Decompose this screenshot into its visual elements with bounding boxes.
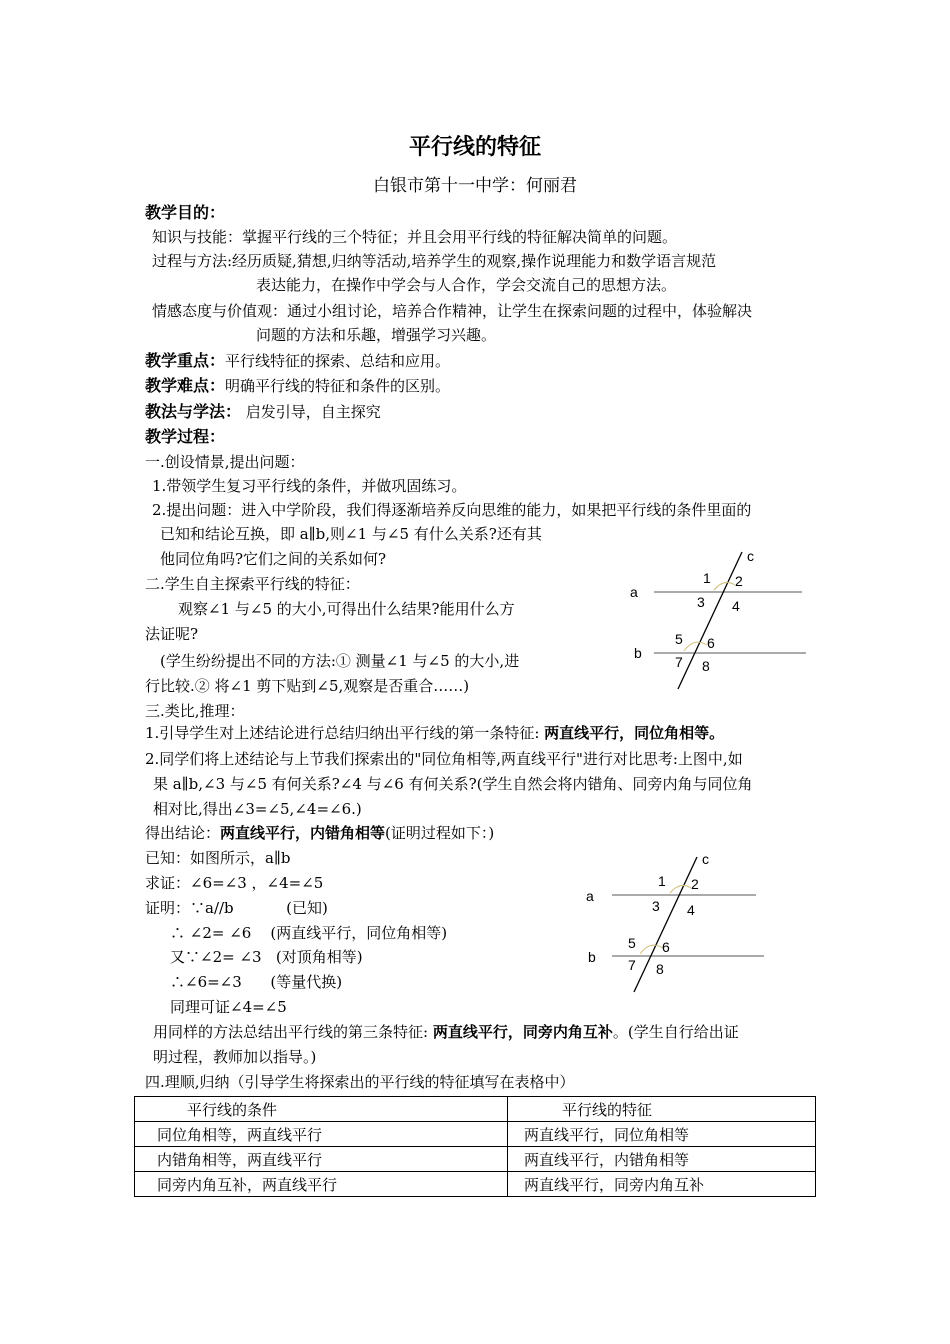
label-b: b <box>634 645 642 661</box>
method-line <box>145 401 381 423</box>
proof-step-3: 又∵∠2= ∠3 (对顶角相等) <box>170 948 363 966</box>
key-point-line <box>145 350 450 372</box>
key-point-text: 平行线特征的探索、总结和应用。 <box>225 352 451 370</box>
third-property-line <box>153 1021 739 1043</box>
angle-label-4: 4 <box>732 598 740 614</box>
angle-arc <box>640 945 663 954</box>
angle-label-1: 1 <box>658 873 666 889</box>
document-title: 平行线的特征 <box>408 135 541 160</box>
angle-label-8: 8 <box>656 961 664 977</box>
table-cell: 两直线平行，内错角相等 <box>508 1147 816 1172</box>
angle-label-7: 7 <box>675 654 683 670</box>
table-row <box>135 1172 816 1197</box>
third-property-prefix: 用同样的方法总结出平行线的第三条特征: <box>153 1023 433 1041</box>
section-3-item-2-line2: 果 a∥b,∠3 与∠5 有何关系?∠4 与∠6 有何关系?(学生自然会将内错角、同旁内角与同位角 <box>153 775 753 793</box>
summary-table <box>134 1096 816 1197</box>
key-point-label: 教学重点： <box>145 351 226 370</box>
angle-label-8: 8 <box>702 658 710 674</box>
section-3-item-1 <box>145 722 724 744</box>
table-header-row <box>135 1097 816 1122</box>
table-cell: 两直线平行，同位角相等 <box>508 1122 816 1147</box>
given-line: 已知：如图所示，a∥b <box>145 849 291 867</box>
section-2-para2-line2: 行比较.② 将∠1 剪下贴到∠5,观察是否重合……) <box>145 677 470 695</box>
conclusion-suffix: (证明过程如下：) <box>385 824 495 842</box>
table-row <box>135 1147 816 1172</box>
angle-label-6: 6 <box>662 939 670 955</box>
label-b: b <box>588 949 596 965</box>
table-header-conditions: 平行线的条件 <box>135 1097 508 1122</box>
angle-label-5: 5 <box>675 631 683 647</box>
section-1-item-2-line3: 他同位角吗?它们之间的关系如何? <box>160 550 387 568</box>
proof-step-4: ∴∠6=∠3 (等量代换) <box>170 973 343 991</box>
difficulty-label: 教学难点： <box>145 376 226 395</box>
objective-emotion-line2: 问题的方法和乐趣，增强学习兴趣。 <box>256 326 497 344</box>
objective-process-line1: 过程与方法:经历质疑,猜想,归纳等活动,培养学生的观察,操作说理能力和数学语言规范 <box>152 252 717 270</box>
section-1-item-2-line2: 已知和结论互换，即 a∥b,则∠1 与∠5 有什么关系?还有其 <box>160 525 542 543</box>
table-cell: 内错角相等，两直线平行 <box>135 1147 508 1172</box>
objectives-heading: 教学目的： <box>145 203 226 222</box>
angle-label-2: 2 <box>735 573 743 589</box>
conclusion-line <box>145 822 494 844</box>
section-2-title: 二.学生自主探索平行线的特征： <box>145 575 360 593</box>
section-3-title: 三.类比,推理： <box>145 702 245 720</box>
section-4-title: 四.理顺,归纳（引导学生将探索出的平行线的特征填写在表格中） <box>145 1073 575 1091</box>
difficulty-line <box>145 375 450 397</box>
process-heading: 教学过程： <box>145 427 226 446</box>
figure-1-parallel-lines <box>620 545 820 695</box>
angle-label-7: 7 <box>628 957 636 973</box>
label-c: c <box>747 548 754 564</box>
section-3-item-2-line1: 2.同学们将上述结论与上节我们探索出的"同位角相等,两直线平行"进行对比思考:上图中,如 <box>145 750 743 768</box>
table-cell: 同位角相等，两直线平行 <box>135 1122 508 1147</box>
section-2-para1-line1: 观察∠1 与∠5 的大小,可得出什么结果?能用什么方 <box>178 600 515 618</box>
figure-2-parallel-lines <box>578 850 778 1000</box>
difficulty-text: 明确平行线的特征和条件的区别。 <box>225 377 451 395</box>
proof-step-1: 证明：∵a//b (已知) <box>145 899 328 917</box>
angle-label-4: 4 <box>687 902 695 918</box>
section-1-item-1: 1.带领学生复习平行线的条件，并做巩固练习。 <box>152 477 467 495</box>
method-text: 启发引导，自主探究 <box>241 403 381 421</box>
method-label: 教法与学法： <box>145 402 242 421</box>
section-2-para2-line1: (学生纷纷提出不同的方法:① 测量∠1 与∠5 的大小,进 <box>160 652 520 670</box>
angle-label-1: 1 <box>703 570 711 586</box>
angle-label-3: 3 <box>697 594 705 610</box>
table-cell: 两直线平行，同旁内角互补 <box>508 1172 816 1197</box>
label-a: a <box>586 888 594 904</box>
label-a: a <box>630 584 638 600</box>
angle-label-6: 6 <box>707 635 715 651</box>
section-3-item-2-line3: 相对比,得出∠3=∠5,∠4=∠6.) <box>153 800 362 818</box>
label-c: c <box>702 851 709 867</box>
third-property-suffix: 。(学生自行给出证 <box>612 1023 739 1041</box>
section-1-title: 一.创设情景,提出问题： <box>145 453 305 471</box>
section-3-item-1-text: 1.引导学生对上述结论进行总结归纳出平行线的第一条特征: <box>145 724 545 742</box>
first-property: 两直线平行，同位角相等。 <box>544 724 725 742</box>
second-property: 两直线平行，内错角相等 <box>220 824 386 842</box>
author-line: 白银市第十一中学：何丽君 <box>373 176 577 196</box>
objective-process-line2: 表达能力，在操作中学会与人合作，学会交流自己的思想方法。 <box>256 276 677 294</box>
proof-step-2: ∴ ∠2= ∠6 (两直线平行，同位角相等) <box>170 924 448 942</box>
third-property: 两直线平行，同旁内角互补 <box>432 1023 613 1041</box>
table-cell: 同旁内角互补，两直线平行 <box>135 1172 508 1197</box>
angle-label-2: 2 <box>691 876 699 892</box>
section-1-item-2-line1: 2.提出问题：进入中学阶段，我们得逐渐培养反向思维的能力，如果把平行线的条件里面的 <box>152 501 752 519</box>
section-2-para1-line2: 法证呢? <box>145 625 199 643</box>
proof-step-5: 同理可证∠4=∠5 <box>170 998 287 1016</box>
table-header-properties: 平行线的特征 <box>508 1097 816 1122</box>
third-property-line2: 明过程，教师加以指导。) <box>153 1048 317 1066</box>
angle-label-5: 5 <box>628 935 636 951</box>
table-row <box>135 1122 816 1147</box>
conclusion-prefix: 得出结论： <box>145 824 221 842</box>
angle-label-3: 3 <box>652 898 660 914</box>
objective-emotion-line1: 情感态度与价值观：通过小组讨论，培养合作精神，让学生在探索问题的过程中，体验解决 <box>152 302 753 320</box>
angle-arc <box>684 642 707 651</box>
objective-knowledge: 知识与技能：掌握平行线的三个特征；并且会用平行线的特征解决简单的问题。 <box>152 228 678 246</box>
prove-line: 求证：∠6=∠3 ，∠4=∠5 <box>145 874 324 892</box>
